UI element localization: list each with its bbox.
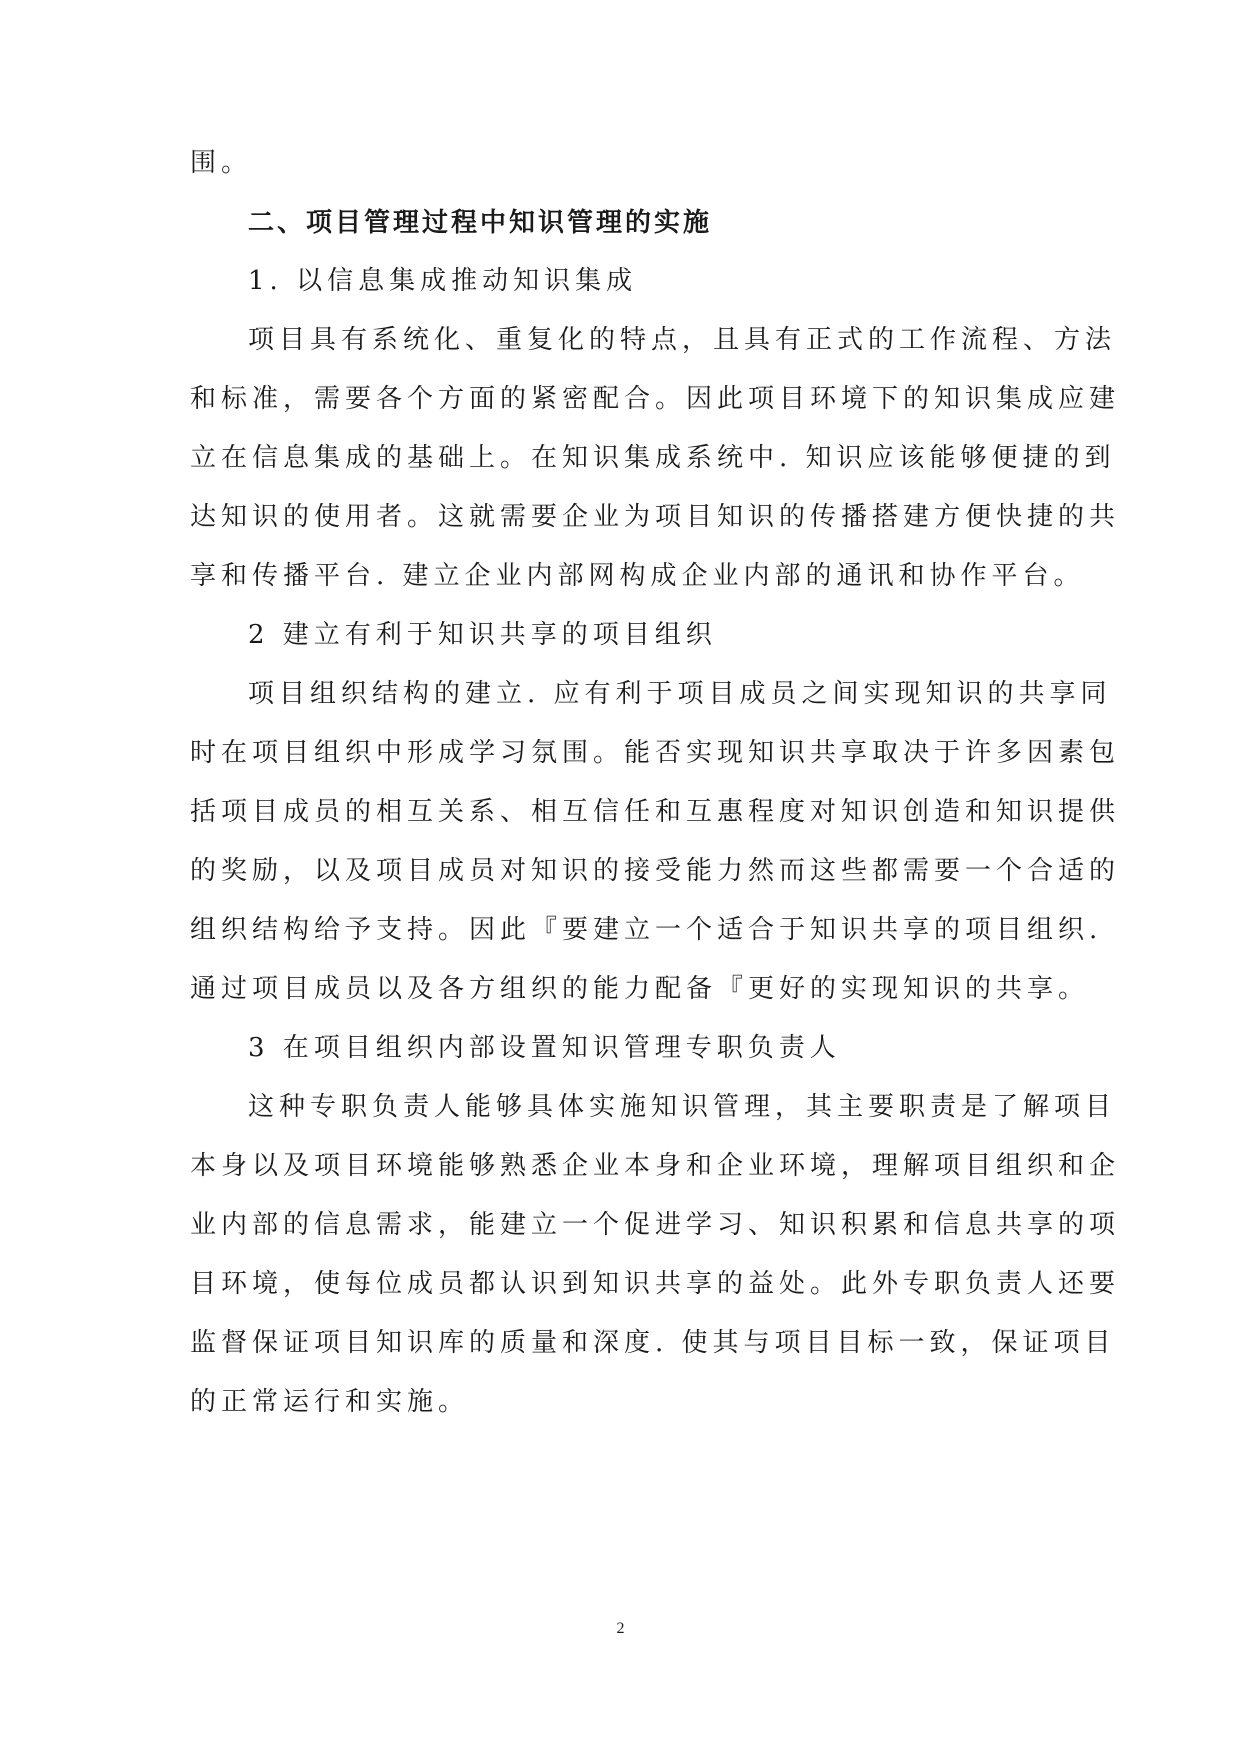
text-line: 这种专职负责人能够具体实施知识管理，其主要职责是了解项目 <box>248 1092 1117 1122</box>
section-heading: 二、项目管理过程中知识管理的实施 <box>248 208 713 238</box>
text-line: 和标准，需要各个方面的紧密配合。因此项目环境下的知识集成应建 <box>190 384 1121 414</box>
text-line: 组织结构给予支持。因此『要建立一个适合于知识共享的项目组织. <box>190 915 1103 945</box>
text-line: 项目具有系统化、重复化的特点，且具有正式的工作流程、方法 <box>248 325 1117 355</box>
text-line: 享和传播平台. 建立企业内部网构成企业内部的通讯和协作平台。 <box>190 561 1085 591</box>
page-number: 2 <box>616 1620 625 1637</box>
subheading: 1. 以信息集成推动知识集成 <box>248 266 638 296</box>
text-line: 时在项目组织中形成学习氛围。能否实现知识共享取决于许多因素包 <box>190 738 1121 768</box>
text-line: 业内部的信息需求，能建立一个促进学习、知识积累和信息共享的项 <box>190 1210 1121 1240</box>
text-line: 本身以及项目环境能够熟悉企业本身和企业环境，理解项目组织和企 <box>190 1151 1121 1181</box>
text-line: 的正常运行和实施。 <box>190 1387 470 1417</box>
text-line: 达知识的使用者。这就需要企业为项目知识的传播搭建方便快捷的共 <box>190 502 1121 532</box>
text-line: 围。 <box>190 148 253 178</box>
text-line: 通过项目成员以及各方组织的能力配备『更好的实现知识的共享。 <box>190 974 1090 1004</box>
text-line: 括项目成员的相互关系、相互信任和互惠程度对知识创造和知识提供 <box>190 797 1121 827</box>
text-line: 目环境，使每位成员都认识到知识共享的益处。此外专职负责人还要 <box>190 1269 1121 1299</box>
text-line: 立在信息集成的基础上。在知识集成系统中. 知识应该能够便捷的到 <box>190 443 1116 473</box>
text-line: 监督保证项目知识库的质量和深度. 使其与项目目标一致，保证项目 <box>190 1328 1116 1358</box>
subheading: 2 建立有利于知识共享的项目组织 <box>248 620 717 650</box>
text-line: 项目组织结构的建立. 应有利于项目成员之间实现知识的共享同 <box>248 679 1112 709</box>
subheading: 3 在项目组织内部设置知识管理专职负责人 <box>248 1033 841 1063</box>
text-line: 的奖励，以及项目成员对知识的接受能力然而这些都需要一个合适的 <box>190 856 1121 886</box>
